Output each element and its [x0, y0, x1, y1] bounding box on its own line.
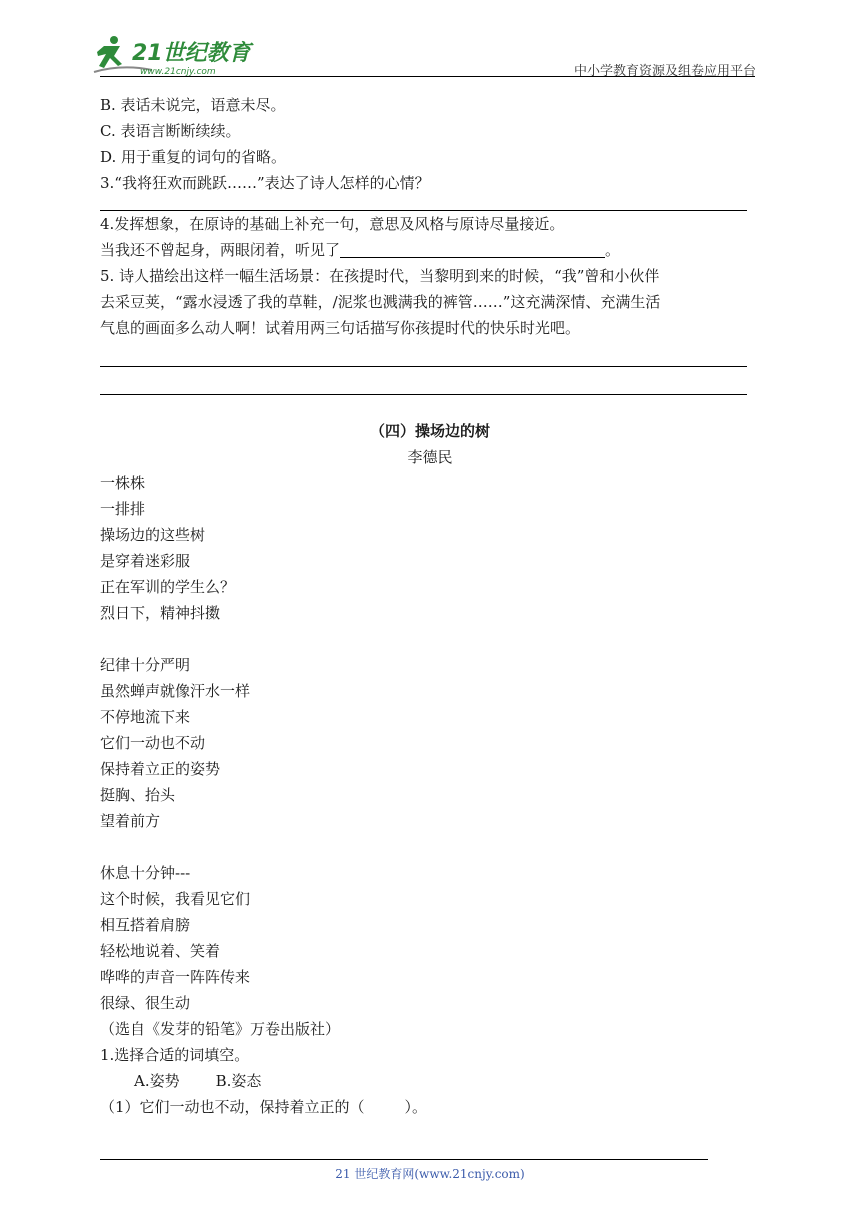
- poem-line: 不停地流下来: [100, 708, 191, 726]
- document-body: [100, 92, 760, 1120]
- q5-line-1: 5. 诗人描绘出这样一幅生活场景：在孩提时代，当黎明到来的时候，“我”曾和小伙伴: [100, 267, 660, 285]
- logo-text: 21世纪教育: [132, 41, 251, 66]
- poem-line: 虽然蝉声就像汗水一样: [100, 682, 251, 700]
- q2-option-b: B. 表话未说完，语意未尽。: [100, 96, 286, 114]
- header-divider: [100, 76, 755, 77]
- footer-text: 21 世纪教育网(www.21cnjy.com): [335, 1167, 525, 1181]
- q5-line-2: 去采豆荚，“露水浸透了我的草鞋，/泥浆也溅满我的裤管……”这充满深情、充满生活: [100, 293, 661, 311]
- poem-line: 轻松地说着、笑着: [100, 942, 221, 960]
- poem-line: 它们一动也不动: [100, 734, 206, 752]
- q1-option-a[interactable]: A.姿势: [134, 1072, 180, 1090]
- poem-line: 烈日下，精神抖擞: [100, 604, 221, 622]
- poem-line: 相互搭着肩膀: [100, 916, 191, 934]
- poem-title: （四）操场边的树: [369, 422, 490, 440]
- poem-line: 一株株: [100, 474, 146, 492]
- 21cnjy-logo: [92, 34, 262, 78]
- q3-question: 3.“我将狂欢而跳跃……”表达了诗人怎样的心情？: [100, 174, 430, 192]
- poem-line: 很绿、很生动: [100, 994, 191, 1012]
- poem-line: 一排排: [100, 500, 146, 518]
- poem-line: 保持着立正的姿势: [100, 760, 221, 778]
- poem-line: 纪律十分严明: [100, 656, 191, 674]
- poem-line: 哗哗的声音一阵阵传来: [100, 968, 251, 986]
- poem-line: 正在军训的学生么？: [100, 578, 236, 596]
- header-platform-text: 中小学教育资源及组卷应用平台: [573, 64, 756, 79]
- poem-author: 李德民: [407, 448, 453, 466]
- q5-line-3: 气息的画面多么动人啊！试着用两三句话描写你孩提时代的快乐时光吧。: [100, 319, 581, 337]
- page-header: [0, 0, 860, 80]
- q1-item-1-after: ）。: [404, 1098, 428, 1116]
- q1-prompt: 1.选择合适的词填空。: [100, 1046, 250, 1064]
- poem-line: 挺胸、抬头: [100, 786, 176, 804]
- poem-line: 操场边的这些树: [100, 526, 206, 544]
- poem-line: 这个时候，我看见它们: [100, 890, 251, 908]
- q1-option-b[interactable]: B.姿态: [215, 1072, 262, 1090]
- q1-options: [100, 1068, 760, 1094]
- poem-line: 望着前方: [100, 812, 161, 830]
- q4-answer-blank[interactable]: [340, 239, 605, 258]
- q4-stem-before: 当我还不曾起身，两眼闭着，听见了: [100, 241, 341, 259]
- q2-option-d: D. 用于重复的词句的省略。: [100, 148, 287, 166]
- q4-stem-after: 。: [605, 241, 621, 259]
- poem-line: 休息十分钟---: [100, 864, 191, 882]
- q4-stem: [100, 237, 760, 263]
- q1-item-1-before: （1）它们一动也不动，保持着立正的（: [100, 1098, 365, 1116]
- footer-divider: [100, 1159, 708, 1160]
- q4-prompt: 4.发挥想象，在原诗的基础上补充一句，意思及风格与原诗尽量接近。: [100, 215, 565, 233]
- q2-option-c: C. 表语言断断续续。: [100, 122, 241, 140]
- poem-source: （选自《发芽的铅笔》万卷出版社）: [100, 1020, 341, 1038]
- q1-item-1: [100, 1094, 760, 1120]
- poem-line: 是穿着迷彩服: [100, 552, 191, 570]
- logo-url: www.21cnjy.com: [140, 67, 216, 77]
